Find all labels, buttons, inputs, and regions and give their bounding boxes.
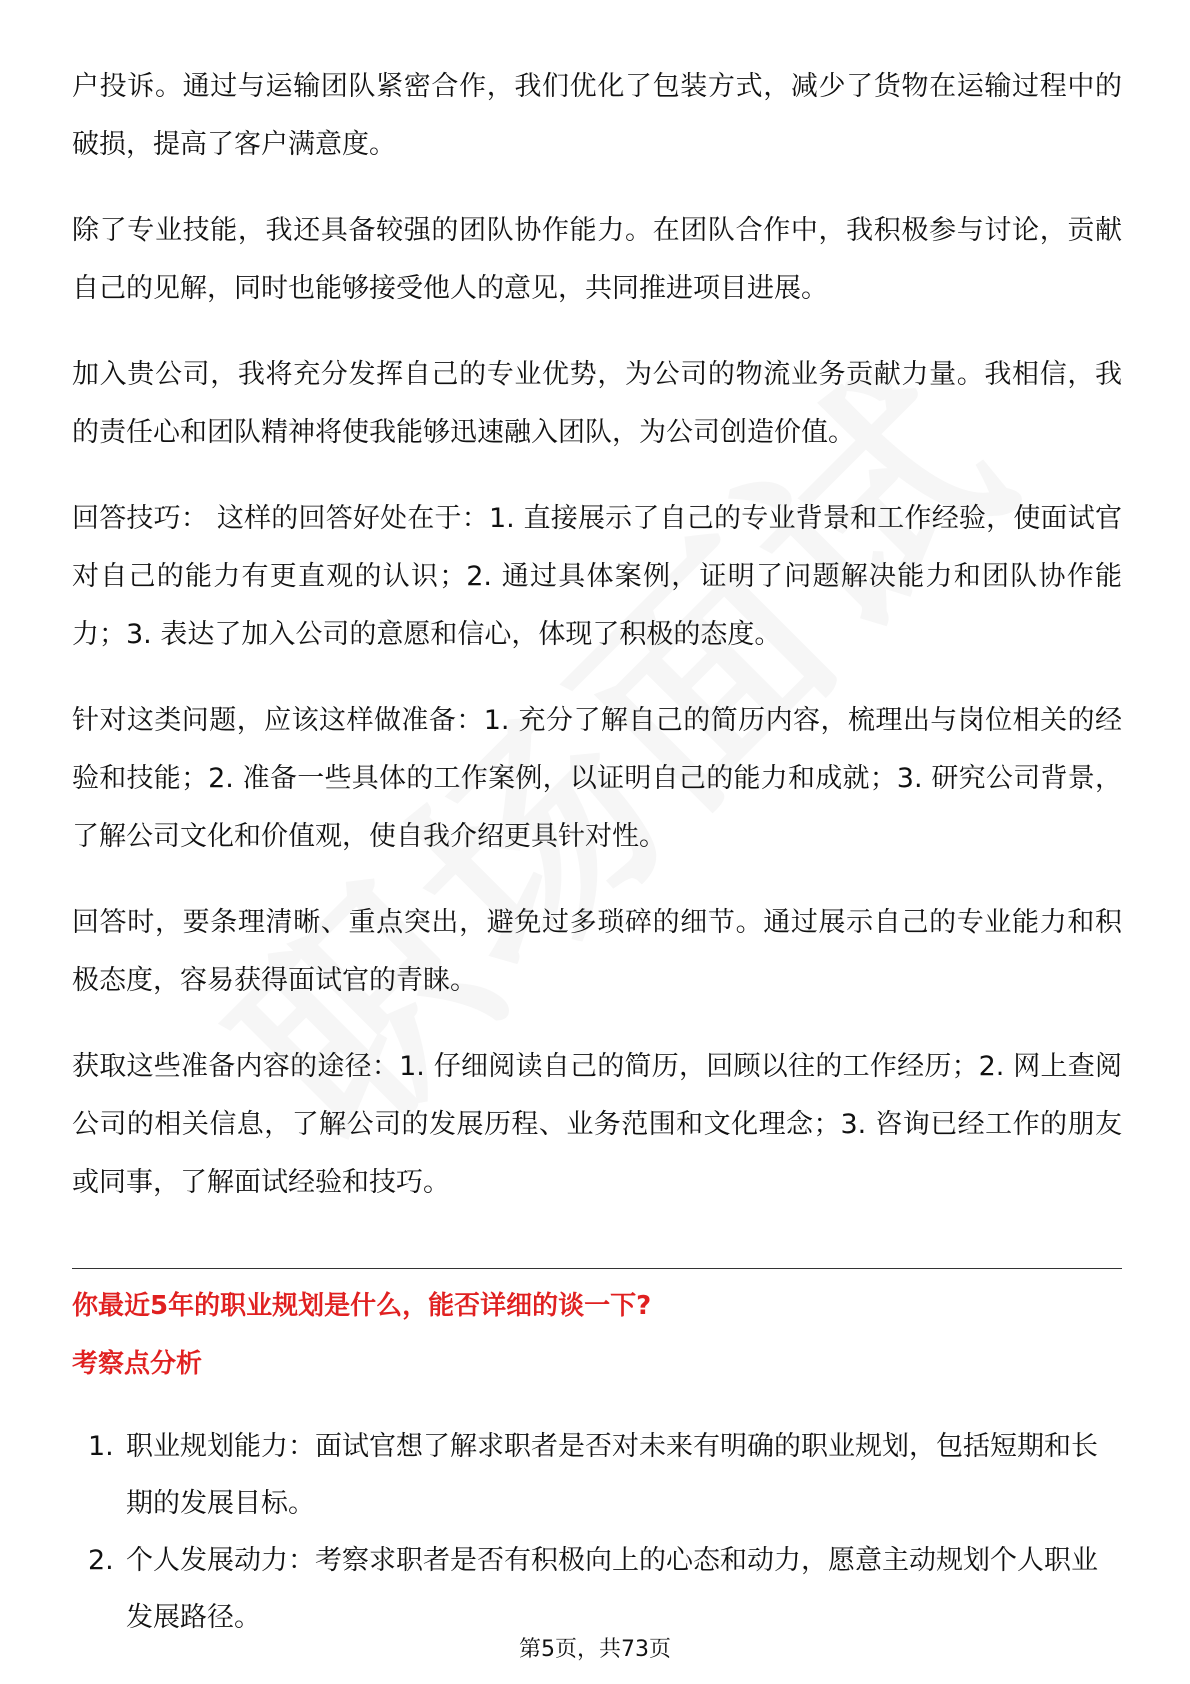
paragraph: 获取这些准备内容的途径：1. 仔细阅读自己的简历，回顾以往的工作经历；2. 网上查阅公司的相关信息，了解公司的发展历程、业务范围和文化理念；3. 咨询已经工作的朋友或同事，了解面试经验和技巧。 <box>72 1051 1122 1198</box>
list-item-number: 1. <box>88 1431 114 1462</box>
main-content <box>72 58 1122 1240</box>
paragraph: 户投诉。通过与运输团队紧密合作，我们优化了包装方式，减少了货物在运输过程中的破损，提高了客户满意度。 <box>72 71 1122 160</box>
paragraph: 除了专业技能，我还具备较强的团队协作能力。在团队合作中，我积极参与讨论，贡献自己的见解，同时也能够接受他人的意见，共同推进项目进展。 <box>72 215 1122 304</box>
list-item <box>72 1418 1122 1532</box>
page-footer: 第5页，共73页 <box>519 1637 671 1662</box>
paragraph: 加入贵公司，我将充分发挥自己的专业优势，为公司的物流业务贡献力量。我相信，我的责任心和团队精神将使我能够迅速融入团队，为公司创造价值。 <box>72 359 1122 448</box>
paragraph: 回答时，要条理清晰、重点突出，避免过多琐碎的细节。通过展示自己的专业能力和积极态度，容易获得面试官的青睐。 <box>72 907 1122 996</box>
section-divider <box>72 1268 1122 1269</box>
paragraph: 针对这类问题，应该这样做准备：1. 充分了解自己的简历内容，梳理出与岗位相关的经验和技能；2. 准备一些具体的工作案例，以证明自己的能力和成就；3. 研究公司背景，了解公司文化和价值观，使自我介绍更具针对性。 <box>72 705 1122 852</box>
list-item-text: 个人发展动力：考察求职者是否有积极向上的心态和动力，愿意主动规划个人职业发展路径。 <box>126 1545 1098 1633</box>
list-item-text: 职业规划能力：面试官想了解求职者是否对未来有明确的职业规划，包括短期和长期的发展目标。 <box>126 1431 1098 1519</box>
list-item-number: 2. <box>88 1545 114 1576</box>
question-heading: 你最近5年的职业规划是什么，能否详细的谈一下? <box>72 1291 652 1321</box>
analysis-list <box>72 1418 1122 1646</box>
analysis-heading: 考察点分析 <box>72 1349 203 1379</box>
paragraph: 回答技巧： 这样的回答好处在于：1. 直接展示了自己的专业背景和工作经验，使面试官对自己的能力有更直观的认识；2. 通过具体案例，证明了问题解决能力和团队协作能力；3. 表达了加入公司的意愿和信心，体现了积极的态度。 <box>72 503 1122 650</box>
list-item <box>72 1532 1122 1646</box>
